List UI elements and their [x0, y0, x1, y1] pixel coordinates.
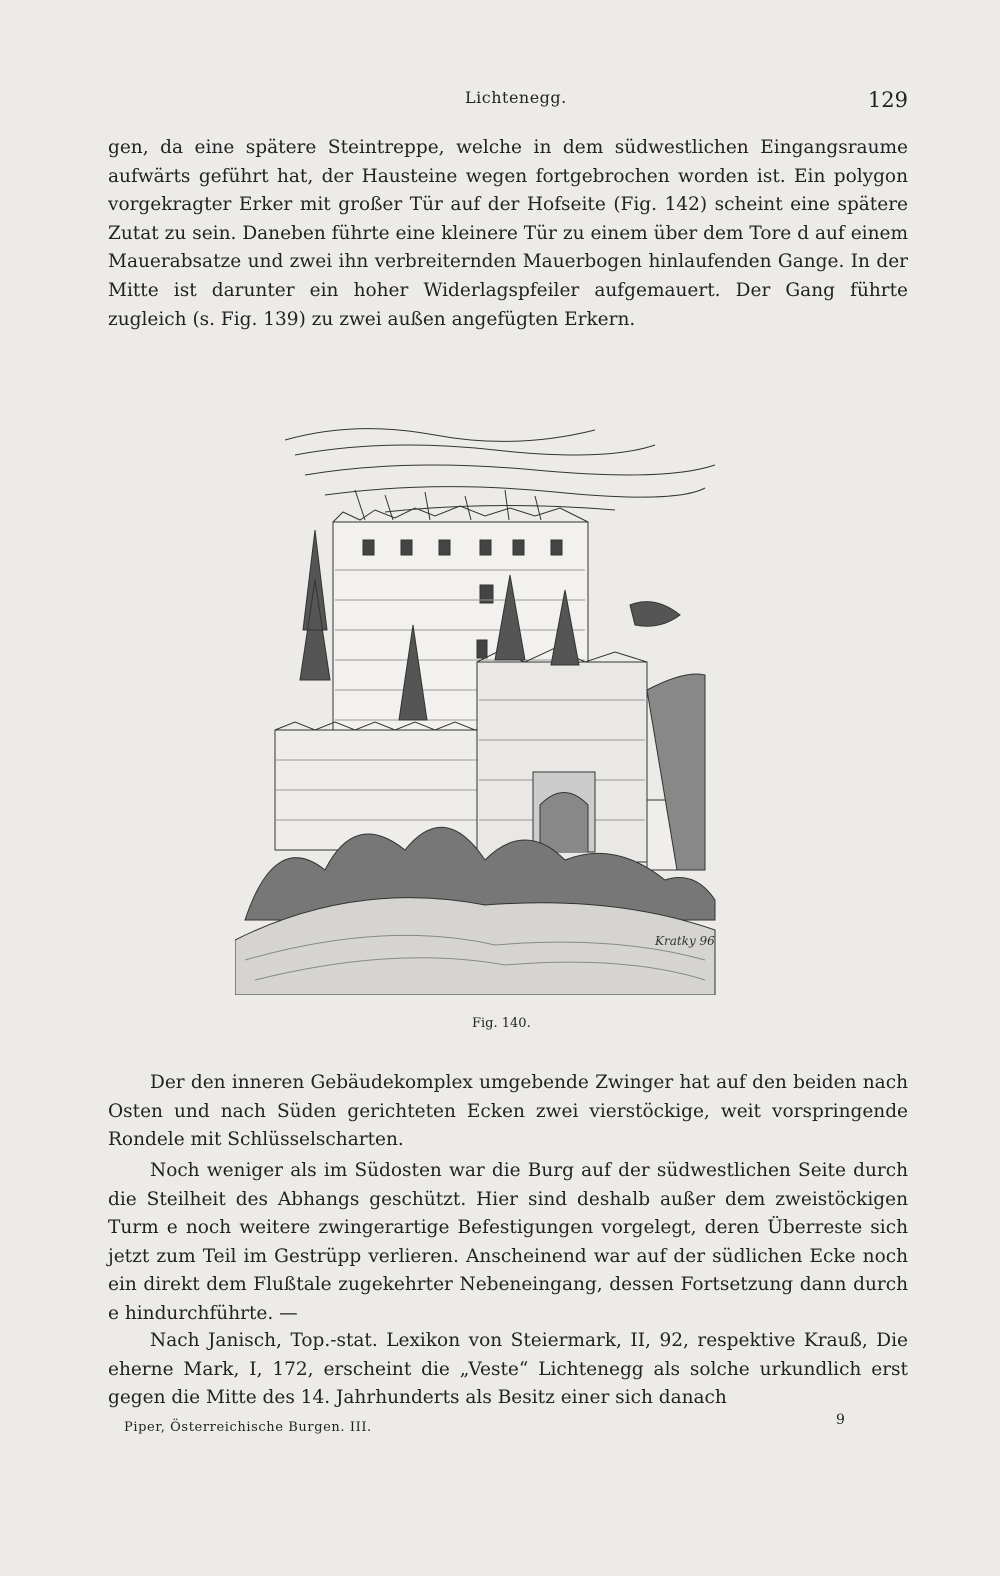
- paragraph-1: gen, da eine spätere Steintreppe, welche in dem südwestlichen Eingangsraume aufwärts geführt hat, der Hausteine wegen fortgebrochen worden ist. Ein polygon vorgekragter Erker mit großer Tür auf der Hofseite (Fig. 142) scheint eine spätere Zutat zu sein. Daneben führte eine kleinere Tür zu einem über dem Tore d auf einem Mauerabsatze und zwei ihn verbreiternden Mauerbogen hinlaufenden Gange. In der Mitte ist darunter ein hoher Widerlagspfeiler aufgemauert. Der Gang führte zugleich (s. Fig. 139) zu zwei außen angefügten Erkern.: [108, 137, 908, 330]
- running-header-title: Lichtenegg.: [465, 88, 567, 107]
- artist-signature: Kratky 96: [655, 934, 715, 948]
- figure-caption: Fig. 140.: [472, 1016, 531, 1031]
- paragraph-2: Der den inneren Gebäudekomplex umgebende Zwinger hat auf den beiden nach Osten und nach Süden gerichteten Ecken zwei vierstöckige, weit vorspringende Rondele mit Schlüsselscharten.: [108, 1072, 908, 1151]
- castle-illustration: [235, 400, 725, 995]
- footer-book-title: Piper, Österreichische Burgen. III.: [124, 1420, 372, 1435]
- paragraph-4: Nach Janisch, Top.-stat. Lexikon von Steiermark, II, 92, respektive Krauß, Die eherne Mark, I, 172, erscheint die „Veste“ Lichtenegg als solche urkundlich erst gegen die Mitte des 14. Jahrhunderts als Besitz einer sich danach: [108, 1330, 908, 1409]
- castle-drawing-icon: [235, 400, 725, 995]
- signature-mark: 9: [836, 1412, 845, 1428]
- paragraph-3: Noch weniger als im Südosten war die Burg auf der südwestlichen Seite durch die Steilheit des Abhangs geschützt. Hier sind deshalb außer dem zweistöckigen Turm e noch weitere zwingerartige Befestigungen vorgelegt, deren Überreste sich jetzt zum Teil im Gestrüpp verlieren. Anscheinend war auf der südlichen Ecke noch ein direkt dem Flußtale zugekehrter Nebeneingang, dessen Fortsetzung dann durch e hindurchführte. —: [108, 1160, 908, 1324]
- page-number: 129: [867, 88, 908, 112]
